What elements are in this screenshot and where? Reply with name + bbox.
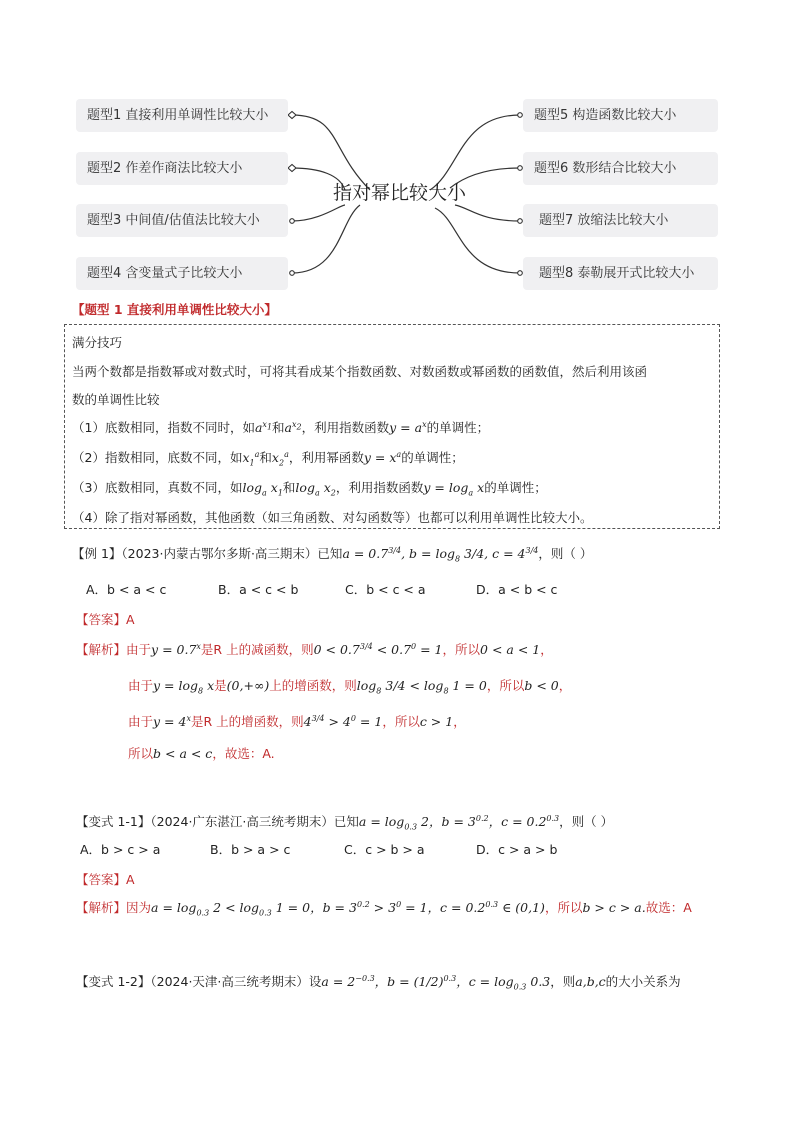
tip-intro-2: 数的单调性比较 <box>72 392 160 407</box>
mindmap-node-2: 题型2 作差作商法比较大小 <box>76 152 288 185</box>
variant1-question: 【变式 1-1】（2024·广东湛江·高三统考期末）已知$a = \log_{0.3} 2$，$b = 3^{0.2}$，$c = 0.2^{0.3}$，则（ ） <box>76 813 614 832</box>
mindmap-connectors <box>0 0 794 300</box>
example1-option-b: B．a < c < b <box>218 582 299 597</box>
example1-option-d: D．a < b < c <box>476 582 558 597</box>
mindmap-node-4: 题型4 含变量式子比较大小 <box>76 257 288 290</box>
mindmap-node-6: 题型6 数形结合比较大小 <box>523 152 718 185</box>
variant2-question: 【变式 1-2】（2024·天津·高三统考期末）设$a = 2^{-0.3}$，$b = (1/2)^{0.3}$，$c = \log_{0.3} 0.3$，则a,b,c的大小关系为 <box>76 973 681 992</box>
example1-option-a: A．b < a < c <box>86 582 167 597</box>
tip-item-4: （4）除了指对幂函数，其他函数（如三角函数、对勾函数等）也都可以利用单调性比较大小。 <box>72 510 593 525</box>
example1-option-c: C．b < c < a <box>345 582 426 597</box>
mindmap-node-1: 题型1 直接利用单调性比较大小 <box>76 99 288 132</box>
example1-analysis-2: 由于$y = \log_8 x$是(0,+∞)上的增函数，则$\log_8 3/4 < \log_8 1 = 0$，所以b < 0， <box>128 678 572 696</box>
mindmap-node-8: 题型8 泰勒展开式比较大小 <box>523 257 718 290</box>
mindmap-node-7: 题型7 放缩法比较大小 <box>523 204 718 237</box>
variant1-option-d: D．c > a > b <box>476 842 558 857</box>
tip-heading: 满分技巧 <box>72 335 123 350</box>
section-title: 【题型 1 直接利用单调性比较大小】 <box>72 302 277 317</box>
mindmap-node-5: 题型5 构造函数比较大小 <box>523 99 718 132</box>
variant1-option-c: C．c > b > a <box>344 842 425 857</box>
mindmap-node-3: 题型3 中间值/估值法比较大小 <box>76 204 288 237</box>
variant1-option-b: B．b > a > c <box>210 842 291 857</box>
variant1-answer: 【答案】A <box>76 872 135 887</box>
variant1-option-a: A．b > c > a <box>80 842 161 857</box>
mindmap-center-title: 指对幂比较大小 <box>333 182 467 204</box>
tip-item-3: （3）底数相同，真数不同，如$\log_a x_1$和$\log_a x_2$，利用指数函数$y = \log_a x$的单调性； <box>72 480 547 498</box>
tip-item-1: （1）底数相同，指数不同时，如$a^{x_1}$和$a^{x_2}$，利用指数函数$y = a^x$的单调性； <box>72 419 490 435</box>
example1-analysis-1: 【解析】由于$y = 0.7^x$是R 上的减函数，则$0 < 0.7^{3/4} < 0.7^0 = 1$，所以0 < a < 1， <box>76 641 553 657</box>
example1-analysis-3: 由于$y = 4^x$是R 上的增函数，则$4^{3/4} > 4^0 = 1$，所以c > 1， <box>128 713 466 729</box>
example1-analysis-4: 所以b < a < c，故选：A. <box>128 746 275 761</box>
variant1-analysis: 【解析】因为$a = \log_{0.3} 2 < \log_{0.3} 1 = 0$，$b = 3^{0.2} > 3^0 = 1$，$c = 0.2^{0.3}$ ∈ (0,1)，所以b > c > a.故选：A <box>76 899 692 918</box>
example1-question: 【例 1】（2023·内蒙古鄂尔多斯·高三期末）已知$a = 0.7^{3/4}$, $b = \log_8 3/4$, $c = 4^{3/4}$，则（ ） <box>72 545 593 564</box>
tip-intro-1: 当两个数都是指数幂或对数式时，可将其看成某个指数函数、对数函数或幂函数的函数值，然后利用该函 <box>72 364 648 379</box>
example1-answer: 【答案】A <box>76 612 135 627</box>
tip-item-2: （2）指数相同，底数不同，如$x_1^a$和$x_2^a$，利用幂函数$y = x^a$的单调性； <box>72 449 464 468</box>
